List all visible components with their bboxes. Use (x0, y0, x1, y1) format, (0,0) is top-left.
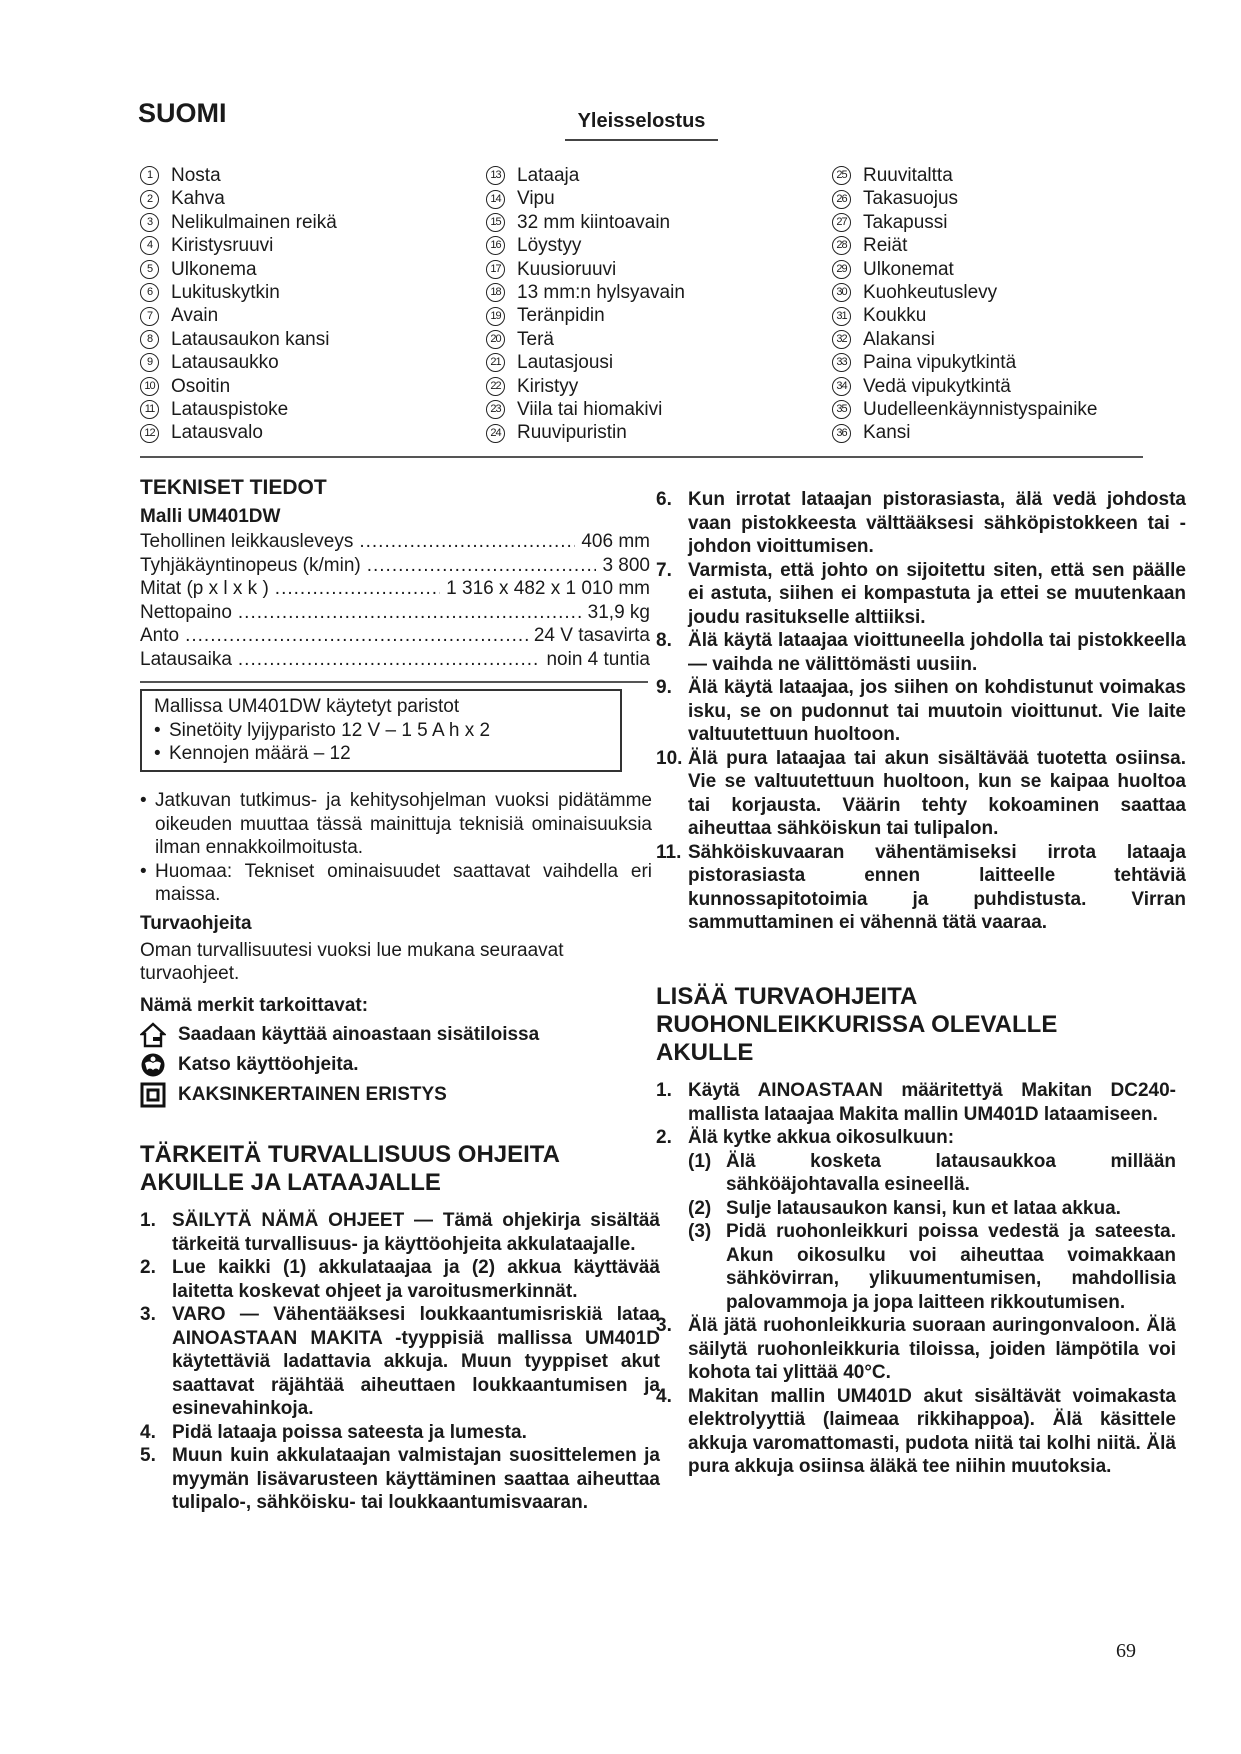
battery-box (140, 689, 622, 772)
spec-value: 3 800 (602, 554, 650, 576)
item-number: 2. (140, 1257, 156, 1278)
item-number: 3. (140, 1304, 156, 1325)
item-text: Kun irrotat lataajan pistorasiasta, älä vedä johdosta vaan pistokkeesta välttääksesi sähköpistokkeen tai -johdon vioittumisen. (688, 489, 1186, 557)
item-number: 6. (656, 489, 672, 510)
part-item (140, 328, 337, 351)
spec-row (140, 577, 650, 601)
part-label: Ulkonema (171, 258, 257, 280)
part-item (140, 351, 337, 374)
spec-value: noin 4 tuntia (546, 648, 650, 670)
part-number-badge: 32 (832, 330, 851, 349)
part-item (832, 351, 1097, 374)
dot-leader (238, 648, 541, 672)
part-label: Ruuvitaltta (863, 165, 953, 186)
part-label: Alakansi (863, 328, 935, 350)
part-item (486, 398, 685, 421)
part-number-badge: 21 (486, 353, 505, 372)
item-text: Sähköiskuvaaran vähentämiseksi irrota lataaja pistorasiasta ennen laitteelle tehtäviä kunnossapitotoimia ja puhdistusta. Virran sammuttaminen ei vähennä tätä vaaraa. (688, 841, 1186, 933)
list-item (656, 841, 1186, 935)
battery-box-title: Mallissa UM401DW käytetyt paristot (154, 696, 460, 717)
part-label: Uudelleenkäynnistyspainike (863, 399, 1098, 421)
symbol-label: Katso käyttöohjeita. (178, 1054, 359, 1075)
additional-title: RUOHONLEIKKURISSA OLEVALLE (656, 1011, 1058, 1038)
spec-value: 1 316 x 482 x 1 010 mm (446, 578, 650, 599)
spec-value: 31,9 kg (587, 601, 650, 623)
list-item (140, 1444, 660, 1515)
important-title: AKUILLE JA LATAAJALLE (140, 1169, 441, 1196)
sub-item (688, 1220, 1176, 1314)
part-item (486, 234, 685, 257)
part-item (832, 421, 1097, 444)
sub-number: (2) (688, 1197, 712, 1219)
part-number-badge: 29 (832, 260, 851, 279)
symbol-label: KAKSINKERTAINEN ERISTYS (178, 1084, 447, 1105)
symbol-label: Saadaan käyttää ainoastaan sisätiloissa (178, 1024, 540, 1045)
additional-title: LISÄÄ TURVAOHJEITA (656, 983, 918, 1010)
list-item (656, 1079, 1176, 1126)
part-item (140, 211, 337, 234)
part-label: Takapussi (863, 211, 948, 233)
part-number-badge: 24 (486, 424, 505, 443)
battery-item: Sinetöity lyijyparisto 12 V – 1 5 A h x 2 (169, 719, 491, 741)
part-number-badge: 4 (140, 236, 159, 255)
spec-label: Tehollinen leikkausleveys (140, 531, 354, 552)
part-label: Vedä vipukytkintä (863, 375, 1011, 397)
spec-value: 24 V tasavirta (533, 625, 650, 646)
list-item (140, 1209, 660, 1256)
item-text: Älä käytä lataajaa, jos siihen on kohdistunut voimakas isku, se on pudonnut tai muutoin vioittunut. Vie laite valtuutettuun huoltoon. (688, 677, 1186, 745)
divider (140, 681, 648, 683)
part-label: 32 mm kiintoavain (517, 211, 671, 233)
part-item (140, 304, 337, 327)
bullet: • (154, 719, 161, 741)
part-item (140, 281, 337, 304)
dot-leader (238, 601, 582, 625)
part-item (486, 304, 685, 327)
part-label: Kiristysruuvi (171, 235, 274, 257)
sub-item (688, 1150, 1176, 1197)
part-label: Löystyy (517, 235, 582, 257)
part-label: Koukku (863, 305, 927, 327)
part-label: Lautasjousi (517, 352, 614, 374)
part-label: Kuusioruuvi (517, 258, 617, 280)
item-text: SÄILYTÄ NÄMÄ OHJEET — Tämä ohjekirja sisältää tärkeitä turvallisuus- ja käyttöohjeita akkulataajalle. (172, 1210, 660, 1255)
item-number: 2. (656, 1127, 672, 1148)
list-item (656, 676, 1186, 747)
part-number-badge: 19 (486, 307, 505, 326)
part-number-badge: 36 (832, 424, 851, 443)
part-number-badge: 8 (140, 330, 159, 349)
part-item (140, 234, 337, 257)
symbols-title: Nämä merkit tarkoittavat: (140, 994, 369, 1016)
item-number: 5. (140, 1445, 156, 1466)
part-item (486, 187, 685, 210)
part-number-badge: 31 (832, 307, 851, 326)
part-number-badge: 34 (832, 377, 851, 396)
part-number-badge: 10 (140, 377, 159, 396)
part-item (140, 187, 337, 210)
item-number: 7. (656, 559, 672, 581)
item-number: 8. (656, 630, 672, 651)
spec-row (140, 530, 650, 554)
part-label: Vipu (517, 188, 555, 210)
part-label: Teränpidin (517, 305, 605, 327)
note: Jatkuvan tutkimus- ja kehitysohjelman vuoksi pidätämme oikeuden muuttaa tässä mainittuja teknisiä ominaisuuksia ilman ennakkoilmoitusta. (155, 790, 652, 858)
part-item (832, 281, 1097, 304)
part-item (140, 258, 337, 281)
list-item (656, 747, 1186, 841)
part-number-badge: 27 (832, 213, 851, 232)
part-number-badge: 13 (486, 166, 505, 185)
part-item (486, 328, 685, 351)
parts-list-col-1 (140, 164, 337, 445)
part-item (486, 351, 685, 374)
battery-item: Kennojen määrä – 12 (169, 743, 351, 764)
part-label: 13 mm:n hylsyavain (517, 282, 685, 304)
list-item (656, 1385, 1176, 1479)
part-number-badge: 2 (140, 190, 159, 209)
divider (140, 456, 1143, 458)
part-label: Latausaukon kansi (171, 328, 330, 350)
part-label: Ruuvipuristin (517, 422, 627, 444)
part-item (140, 421, 337, 444)
part-number-badge: 5 (140, 260, 159, 279)
part-label: Kiristyy (517, 375, 579, 397)
part-number-badge: 17 (486, 260, 505, 279)
bullet: • (154, 743, 161, 764)
part-label: Viila tai hiomakivi (517, 399, 663, 421)
part-label: Latauspistoke (171, 399, 289, 421)
item-number: 11. (656, 841, 682, 863)
spec-label: Nettopaino (140, 601, 232, 623)
note: Huomaa: Tekniset ominaisuudet saattavat vaihdella eri maissa. (155, 860, 652, 905)
sub-text: Älä kosketa latausaukkoa millään sähköäjohtavalla esineellä. (726, 1150, 1176, 1195)
sub-text: Pidä ruohonleikkuri poissa vedestä ja sateesta. Akun oikosulku voi aiheuttaa voimakkaan sähkövirran, ylikuumentumisen, mahdollisia palovammoja ja jopa laitteen rikkoutumisen. (726, 1221, 1176, 1313)
page-number: 69 (1116, 1640, 1136, 1662)
part-item (832, 258, 1097, 281)
part-label: Lukituskytkin (171, 282, 280, 304)
part-number-badge: 33 (832, 353, 851, 372)
spec-label: Anto (140, 625, 180, 646)
part-item (140, 164, 337, 187)
part-label: Kahva (171, 188, 225, 210)
dot-leader (359, 530, 575, 554)
list-item (656, 629, 1186, 676)
part-item (832, 328, 1097, 351)
item-text: Älä jätä ruohonleikkuria suoraan auringonvaloon. Älä säilytä ruohonleikkuria tiloissa, joiden lämpötila voi kohota tai ylittää 40°C. (688, 1315, 1176, 1383)
parts-list-col-2 (486, 164, 685, 445)
part-label: Kuohkeutuslevy (863, 282, 998, 304)
item-number: 4. (140, 1421, 156, 1443)
item-text: Muun kuin akkulataajan valmistajan suosittelemen ja myymän lisävarusteen käyttäminen saattaa aiheuttaa tulipalo-, sähköisku- tai loukkaantumisvaaran. (172, 1445, 660, 1513)
important-list-continued (656, 488, 1186, 935)
section-title: Yleisselostus (565, 110, 718, 141)
item-text: Käytä AINOASTAAN määritettyä Makitan DC240-mallista lataajaa Makita mallin UM401D lataamiseen. (688, 1080, 1176, 1125)
part-label: Avain (171, 305, 219, 327)
item-text (688, 1126, 1176, 1314)
additional-safety (656, 983, 1176, 1479)
list-item (656, 559, 1186, 630)
part-item (832, 234, 1097, 257)
part-number-badge: 7 (140, 307, 159, 326)
item-text: Makitan mallin UM401D akut sisältävät voimakasta elektrolyyttiä (laimeaa rikkihappoa). Älä käsittele akkuja varomattomasti, pudota niitä tai kolhi niitä. Älä pura akkuja osiinsa äläkä tee niihin muutoksia. (688, 1385, 1176, 1477)
item-text: Älä käytä lataajaa vioittuneella johdolla tai pistokkeella — vaihda ne välittömästi uusiin. (688, 630, 1186, 675)
spec-row (140, 624, 650, 648)
spec-label: Latausaika (140, 648, 232, 670)
part-number-badge: 1 (140, 166, 159, 185)
part-item (832, 375, 1097, 398)
important-title: TÄRKEITÄ TURVALLISUUS OHJEITA (140, 1141, 561, 1168)
list-item (656, 1126, 1176, 1314)
dot-leader (275, 577, 440, 601)
part-number-badge: 20 (486, 330, 505, 349)
safety-section (140, 912, 640, 1110)
language-heading: SUOMI (138, 98, 227, 128)
item-text: Lue kaikki (1) akkulataajaa ja (2) akkua käyttävää laitetta koskevat ohjeet ja varoitusmerkinnät. (172, 1257, 660, 1302)
part-label: Latausaukko (171, 352, 279, 374)
part-number-badge: 6 (140, 283, 159, 302)
part-number-badge: 9 (140, 353, 159, 372)
part-label: Latausvalo (171, 422, 263, 444)
item-number: 10. (656, 747, 683, 769)
safety-title: Turvaohjeita (140, 913, 252, 934)
part-label: Osoitin (171, 375, 231, 397)
spec-value: 406 mm (581, 531, 650, 552)
part-item (486, 281, 685, 304)
part-number-badge: 23 (486, 400, 505, 419)
list-item (140, 1421, 660, 1445)
spec-row (140, 601, 650, 625)
item-text: Pidä lataaja poissa sateesta ja lumesta. (172, 1421, 527, 1443)
item-text: Älä kytke akkua oikosulkuun: (688, 1127, 955, 1148)
sub-number: (3) (688, 1221, 712, 1242)
part-item (486, 421, 685, 444)
part-number-badge: 14 (486, 190, 505, 209)
item-number: 9. (656, 677, 672, 698)
part-label: Kansi (863, 422, 911, 444)
part-item (486, 258, 685, 281)
additional-title: AKULLE (656, 1039, 754, 1066)
part-number-badge: 12 (140, 424, 159, 443)
part-label: Terä (517, 328, 554, 350)
spec-row (140, 648, 650, 672)
part-item (486, 164, 685, 187)
part-number-badge: 30 (832, 283, 851, 302)
part-item (140, 398, 337, 421)
part-number-badge: 25 (832, 166, 851, 185)
item-number: 3. (656, 1315, 672, 1336)
item-text: VARO — Vähentääksesi loukkaantumisriskiä lataa AINOASTAAN MAKITA -tyyppisiä mallissa UM401D käytettäviä ladattavia akkuja. Muun tyyppiset akut saattavat räjähtää aiheuttaen loukkaantumisen ja esinevahinkoja. (172, 1304, 660, 1419)
indoor-use-icon (140, 1022, 166, 1048)
part-label: Nosta (171, 165, 221, 186)
part-label: Nelikulmainen reikä (171, 211, 337, 233)
item-number: 1. (140, 1210, 156, 1231)
part-item (832, 398, 1097, 421)
bullet: • (140, 860, 147, 882)
part-item (832, 187, 1097, 210)
part-number-badge: 15 (486, 213, 505, 232)
item-number: 4. (656, 1385, 672, 1407)
part-number-badge: 26 (832, 190, 851, 209)
spec-label: Mitat (p x l x k ) (140, 578, 269, 599)
part-item (140, 375, 337, 398)
sub-text: Sulje latausaukon kansi, kun et lataa akkua. (726, 1197, 1121, 1219)
bullet: • (140, 790, 147, 811)
part-number-badge: 16 (486, 236, 505, 255)
part-label: Takasuojus (863, 188, 959, 210)
double-insulation-icon (140, 1082, 166, 1108)
item-text: Älä pura lataajaa tai akun sisältävää tuotetta osiinsa. Vie se valtuutettuun huoltoon, kun se kaipaa huoltoa tai korjausta. Väärin tehty kokoaminen saattaa aiheuttaa sähköiskun tai tulipalon. (688, 747, 1186, 839)
list-item (656, 1314, 1176, 1385)
list-item (656, 488, 1186, 559)
safety-intro: Oman turvallisuutesi vuoksi lue mukana seuraavat turvaohjeet. (140, 939, 564, 984)
part-label: Ulkonemat (863, 258, 954, 280)
part-label: Reiät (863, 235, 908, 257)
part-item (486, 375, 685, 398)
part-number-badge: 3 (140, 213, 159, 232)
list-item (140, 1256, 660, 1303)
read-manual-icon (140, 1052, 166, 1078)
parts-list-col-3 (832, 164, 1097, 445)
part-number-badge: 28 (832, 236, 851, 255)
sub-item (688, 1197, 1176, 1221)
part-item (486, 211, 685, 234)
spec-notes (140, 789, 652, 907)
list-item (140, 1303, 660, 1421)
part-label: Paina vipukytkintä (863, 352, 1017, 374)
dot-leader (185, 624, 528, 648)
technical-specs (140, 474, 652, 671)
part-item (832, 304, 1097, 327)
sub-number: (1) (688, 1150, 712, 1172)
spec-row (140, 554, 650, 578)
part-number-badge: 22 (486, 377, 505, 396)
spec-label: Tyhjäkäyntinopeus (k/min) (140, 554, 361, 576)
part-number-badge: 18 (486, 283, 505, 302)
specs-title: TEKNISET TIEDOT (140, 476, 327, 499)
dot-leader (367, 554, 597, 578)
part-number-badge: 11 (140, 400, 159, 419)
item-number: 1. (656, 1080, 672, 1101)
part-label: Lataaja (517, 165, 580, 186)
part-item (832, 211, 1097, 234)
model-name: Malli UM401DW (140, 506, 281, 527)
part-number-badge: 35 (832, 400, 851, 419)
item-text: Varmista, että johto on sijoitettu siten, että sen päälle ei astuta, siihen ei kompastuta ja ettei se muutenkaan joudu rasitukselle alttiiksi. (688, 559, 1186, 628)
part-item (832, 164, 1097, 187)
important-safety (140, 1141, 660, 1515)
